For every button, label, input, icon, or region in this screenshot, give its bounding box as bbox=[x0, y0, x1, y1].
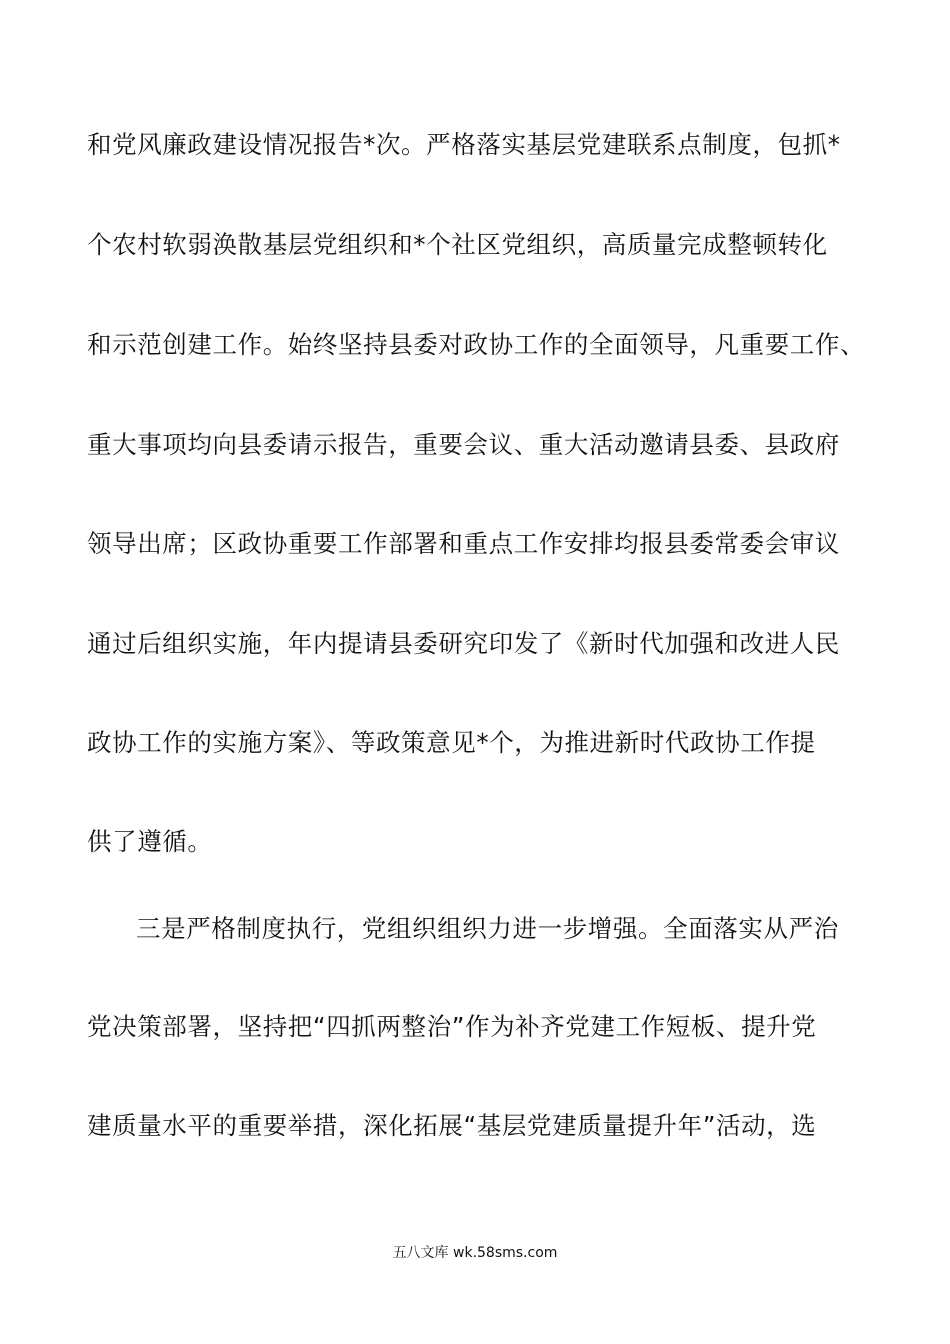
page-footer-watermark: 五八文库 wk.58sms.com bbox=[392, 1245, 558, 1261]
paragraph-first-line: 三是严格制度执行，党组织组织力进一步增强。全面落实从严治 bbox=[136, 914, 839, 943]
body-text-line: 领导出席；区政协重要工作部署和重点工作安排均报县委常委会审议 bbox=[87, 529, 840, 558]
body-text-line: 供了遵循。 bbox=[87, 827, 213, 856]
body-text-line: 和党风廉政建设情况报告*次。严格落实基层党建联系点制度，包抓* bbox=[87, 130, 841, 159]
body-text-line: 政协工作的实施方案》、等政策意见*个，为推进新时代政协工作提 bbox=[87, 728, 816, 757]
body-text-line: 党决策部署，坚持把“四抓两整治”作为补齐党建工作短板、提升党 bbox=[87, 1012, 817, 1041]
body-text-line: 通过后组织实施，年内提请县委研究印发了《新时代加强和改进人民 bbox=[87, 629, 840, 658]
body-text-line: 建质量水平的重要举措，深化拓展“基层党建质量提升年”活动，选 bbox=[87, 1111, 817, 1140]
body-text-line: 和示范创建工作。始终坚持县委对政协工作的全面领导，凡重要工作、 bbox=[87, 330, 866, 359]
body-text-line: 个农村软弱涣散基层党组织和*个社区党组织，高质量完成整顿转化 bbox=[87, 230, 828, 259]
body-text-line: 重大事项均向县委请示报告，重要会议、重大活动邀请县委、县政府 bbox=[87, 430, 840, 459]
